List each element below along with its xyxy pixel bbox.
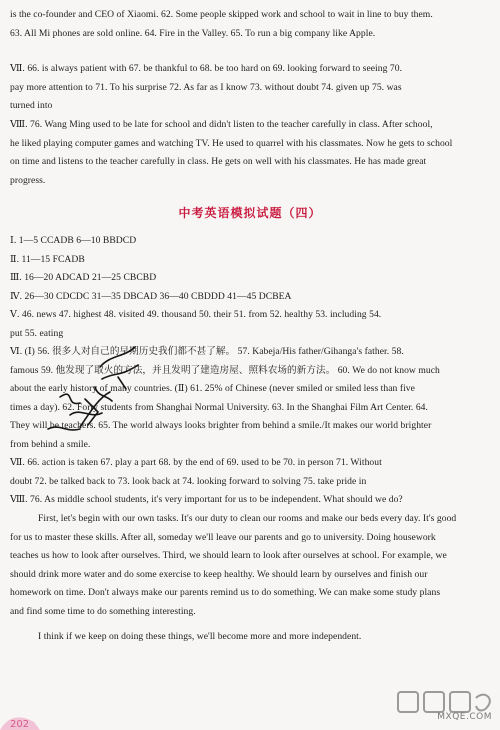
essay-line: and find some time to do something interesting. bbox=[10, 605, 196, 617]
answer-line: Ⅴ. 46. news 47. highest 48. visited 49. thousand 50. their 51. from 52. healthy 53. including 54. bbox=[10, 309, 382, 320]
answer-block-continued bbox=[10, 6, 490, 43]
answer-line: Ⅵ. (Ⅰ) 56. 很多人对自己的早期历史我们都不甚了解。 57. Kabeja/His father/Gihanga's father. 58. bbox=[10, 346, 404, 357]
text-line: Ⅷ. 76. Wang Ming used to be late for school and didn't listen to the teacher carefully in class. After school, bbox=[10, 119, 433, 130]
answer-line: They will be teachers. 65. The world always looks brighter from behind a smile./It makes our world brighter bbox=[10, 420, 432, 431]
text-line: turned into bbox=[10, 100, 53, 111]
essay-line: First, let's begin with our own tasks. It's our duty to clean our rooms and make our beds every day. It's good bbox=[38, 513, 457, 524]
answer-line: Ⅰ. 1—5 CCADB 6—10 BBDCD bbox=[10, 235, 137, 246]
answer-line: about the early history of many countries. (Ⅱ) 61. 25% of Chinese (never smiled or smiled less than five bbox=[10, 383, 415, 394]
text-line: progress. bbox=[10, 174, 46, 186]
text-line: 63. All Mi phones are sold online. 64. Fire in the Valley. 65. To run a big company like Apple. bbox=[10, 27, 376, 39]
essay-paragraph-2 bbox=[10, 628, 490, 647]
essay-line: I think if we keep on doing these things, we'll become more and more independent. bbox=[38, 631, 362, 642]
answer-list bbox=[10, 232, 490, 510]
text-line: pay more attention to 71. To his surprise 72. As far as I know 73. without doubt 74. given up 75. was bbox=[10, 81, 402, 93]
page-number: 202 bbox=[10, 719, 30, 730]
answer-line: Ⅳ. 26—30 CDCDC 31—35 DBCAD 36—40 CBDDD 41—45 DCBEA bbox=[10, 290, 292, 302]
answer-line: Ⅱ. 11—15 FCADB bbox=[10, 253, 85, 265]
essay-paragraph-1 bbox=[10, 510, 490, 621]
text-line: he liked playing computer games and watching TV. He used to quarrel with his classmates. Now he gets to school bbox=[10, 137, 453, 149]
answer-line: from behind a smile. bbox=[10, 438, 91, 450]
answer-block-vii bbox=[10, 60, 490, 116]
text-line: Ⅶ. 66. is always patient with 67. be thankful to 68. be too hard on 69. looking forward to seeing 70. bbox=[10, 63, 403, 74]
essay-line: homework on time. Don't always make our parents remind us to do something. We can make some study plans bbox=[10, 587, 441, 598]
answer-line: Ⅲ. 16—20 ADCAD 21—25 CBCBD bbox=[10, 272, 157, 283]
answer-line: put 55. eating bbox=[10, 327, 64, 339]
answer-line: Ⅷ. 76. As middle school students, it's very important for us to be independent. What should we do? bbox=[10, 494, 403, 505]
answer-block-viii bbox=[10, 116, 490, 190]
text-line: on time and listens to the teacher carefully in class. He gets on well with his classmates. He has made great bbox=[10, 156, 427, 167]
essay-line: teaches us how to look after ourselves. Third, we should learn to look after ourselves at school. For example, we bbox=[10, 550, 447, 561]
essay-line: for us to master these skills. After all, someday we'll leave our parents and go to university. Doing housework bbox=[10, 531, 436, 543]
watermark-text: MXQE.COM bbox=[437, 712, 492, 722]
answer-line: times a day). 62. Forty students from Shanghai Normal University. 63. In the Shanghai Film Art Center. 64. bbox=[10, 401, 428, 413]
section-title: 中考英语模拟试题（四） bbox=[178, 206, 322, 220]
answer-line: famous 59. 他发现了取火的方法，并且发明了建造房屋、照料农场的新方法。 60. We do not know much bbox=[10, 364, 440, 376]
essay-line: should drink more water and do some exercise to keep healthy. We should learn by ourselves and finish our bbox=[10, 568, 428, 580]
answer-line: Ⅶ. 66. action is taken 67. play a part 68. by the end of 69. used to be 70. in person 71. Without bbox=[10, 457, 382, 468]
text-line: is the co-founder and CEO of Xiaomi. 62. Some people skipped work and school to wait in line to buy them. bbox=[10, 9, 433, 20]
answer-line: doubt 72. be talked back to 73. look back at 74. looking forward to solving 75. take pride in bbox=[10, 475, 367, 487]
